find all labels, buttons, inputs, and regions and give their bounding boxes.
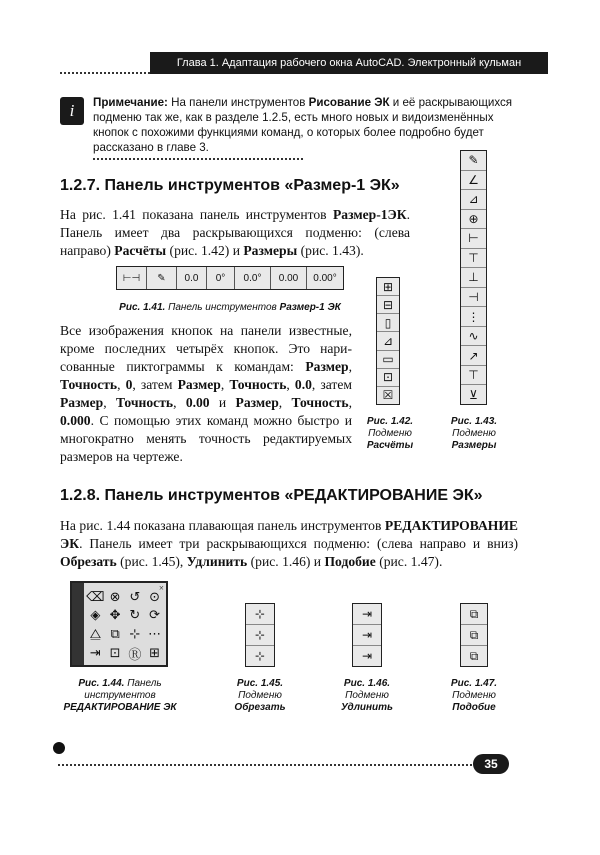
p2-t4: , затем [132, 377, 178, 392]
dim-13-icon[interactable]: ⊻ [469, 387, 478, 402]
extend-1-icon[interactable]: ⇥ [353, 604, 381, 625]
fig145-line2: Подменю [238, 690, 282, 701]
p2-b9: 0.00 [185, 395, 210, 410]
fig143-line2: Подменю [452, 428, 496, 439]
similar-icon[interactable]: ⊞ [149, 646, 161, 661]
fig145-bold: Обрезать [234, 702, 286, 713]
extend-2-icon[interactable]: ⇥ [353, 625, 381, 646]
s128-b1: РЕДАКТИРОВАНИЕ ЭК [60, 518, 518, 551]
p1-b1: Размер-1ЭК [332, 207, 407, 222]
p2-t1: Все изображения кнопок на панели известные, кроме последних четырёх кнопок. Это нарисованные пиктограммы к командам: [60, 323, 352, 374]
dim-3-icon[interactable]: ⊿ [461, 190, 486, 210]
dim-12-icon[interactable]: ⊤ [461, 366, 486, 386]
fig147-caption [438, 678, 510, 714]
p1-t3: (рис. 1.42) и [166, 243, 244, 258]
fig142-toolbar [376, 277, 400, 405]
precision-0-00-icon[interactable]: 0.00 [271, 267, 307, 289]
fig144-prefix: Рис. 1.44. [78, 678, 125, 689]
fig141-caption-prefix: Рис. 1.41. [119, 302, 166, 313]
s128-b3: Удлинить [186, 554, 248, 569]
header-dotted-rule [60, 72, 150, 74]
precision-display-icon[interactable]: 0.0 [177, 267, 207, 289]
fig146-prefix: Рис. 1.46. [343, 678, 391, 689]
fig145-toolbar [245, 603, 275, 667]
fig145-caption [225, 678, 295, 714]
extend-icon[interactable]: ⇥ [89, 646, 101, 661]
p2-b8: Точность [115, 395, 174, 410]
fig142-bold: Расчёты [366, 440, 414, 451]
fig143-prefix: Рис. 1.43. [450, 416, 498, 427]
dim-4-icon[interactable]: ⊕ [461, 210, 486, 230]
fig143-bold: Размеры [451, 440, 497, 451]
p2-t8: , [103, 395, 116, 410]
calc-2-icon[interactable]: ⊟ [377, 296, 399, 314]
note-dotted-rule [93, 158, 303, 160]
edit-pencil-icon[interactable]: ✎ [147, 267, 177, 289]
fig147-toolbar [460, 603, 488, 667]
fig147-line2: Подменю [452, 690, 496, 701]
similar-1-icon[interactable]: ⧉ [461, 604, 487, 625]
p2-b1: Размер [305, 359, 349, 374]
fig144-button-grid [86, 589, 164, 663]
fig144-line2: инструментов [84, 690, 156, 701]
p2-b5: Точность [229, 377, 287, 392]
mirror-icon[interactable]: ◈ [90, 608, 101, 624]
fig143-toolbar [460, 150, 487, 405]
p2-t10: и [209, 395, 236, 410]
p2-b6: 0.0 [294, 377, 312, 392]
fig142-prefix: Рис. 1.42. [366, 416, 414, 427]
s128-t4: (рис. 1.46) и [247, 554, 325, 569]
trim-3-icon[interactable]: ⊹ [254, 649, 266, 663]
p2-t5: , [220, 377, 230, 392]
p1-b3: Размеры [243, 243, 298, 258]
panel-title-bar[interactable] [72, 583, 84, 665]
fig142-line2: Подменю [368, 428, 412, 439]
fig141-caption-text: Панель инструментов [165, 302, 280, 313]
section-128-heading: 1.2.8. Панель инструментов «РЕДАКТИРОВАНИЕ ЭК» [60, 487, 483, 504]
p2-b2: Точность [60, 377, 118, 392]
p2-t9: , [173, 395, 186, 410]
similar-3-icon[interactable]: ⧉ [469, 648, 479, 663]
footer-dotted-rule [58, 764, 472, 766]
move-icon[interactable]: ✥ [109, 608, 121, 624]
footer-bullet [53, 742, 65, 754]
fig147-prefix: Рис. 1.47. [450, 678, 498, 689]
close-icon[interactable]: × [158, 583, 164, 593]
fig141-toolbar [116, 266, 344, 290]
fig144-text: Панель [124, 678, 162, 689]
p1-t1: На рис. 1.41 показана панель инструментов [60, 207, 333, 222]
calc-5-icon[interactable]: ▭ [377, 351, 399, 369]
s128-b2: Обрезать [60, 554, 117, 569]
rotate-icon[interactable]: ↺ [129, 590, 141, 606]
dim-5-icon[interactable]: ⊢ [461, 229, 486, 249]
p2-b12: 0.000 [60, 413, 91, 428]
fig144-panel [70, 581, 168, 667]
section-127-paragraph-1 [60, 206, 410, 260]
p2-t6: , [286, 377, 295, 392]
r-icon[interactable]: Ⓡ [128, 648, 142, 663]
note-bold1: Рисование ЭК [308, 96, 390, 109]
trim-2-icon[interactable]: ⊹ [246, 625, 274, 646]
dim-10-icon[interactable]: ∿ [461, 327, 486, 347]
fig144-bold: РЕДАКТИРОВАНИЕ ЭК [63, 702, 177, 713]
erase-icon[interactable]: ⌫ [86, 590, 105, 606]
precision-0-icon[interactable]: 0° [207, 267, 235, 289]
fig146-toolbar [352, 603, 382, 667]
offset-icon[interactable]: ⧉ [110, 626, 120, 642]
precision-0-000-icon[interactable]: 0.00° [313, 272, 337, 284]
p2-b3: 0 [125, 377, 133, 392]
calc-4-icon[interactable]: ⊿ [377, 332, 399, 350]
section-127-paragraph-2 [60, 322, 352, 466]
p2-b10: Размер [235, 395, 279, 410]
s128-t5: (рис. 1.47). [375, 554, 443, 569]
fig146-bold: Удлинить [340, 702, 393, 713]
refresh-icon[interactable]: ⟳ [149, 608, 161, 624]
calc-1-icon[interactable]: ⊞ [377, 278, 399, 296]
chapter-header: Глава 1. Адаптация рабочего окна AutoCAD. Электронный кульман [150, 52, 548, 74]
p2-t12: , [348, 395, 353, 410]
fig141-caption [80, 302, 380, 314]
break-icon[interactable]: ⋯ [148, 626, 162, 642]
p2-t2: , [348, 359, 352, 374]
p2-t7: , затем [311, 377, 353, 392]
extend-3-icon[interactable]: ⇥ [361, 649, 373, 663]
dimension-icon[interactable]: ⊢⊣ [117, 267, 147, 289]
note-label: Примечание: [93, 96, 168, 109]
fig147-bold: Подобие [452, 702, 496, 713]
section-128-paragraph-1 [60, 517, 518, 571]
dim-1-icon[interactable]: ✎ [461, 151, 486, 171]
dim-7-icon[interactable]: ⊥ [461, 268, 486, 288]
redo-icon[interactable]: ↻ [129, 608, 141, 624]
zoom-icon[interactable]: ⊙ [149, 590, 161, 606]
p1-t2: . Панель имеет два раскрывающихся подменю: (слева направо) [60, 207, 410, 258]
precision-0-0-icon[interactable]: 0.0° [235, 267, 271, 289]
note-part2: и её раскрывающихся подменю так же, как в разделе 1.2.5, есть много новых и видоизменённых кнопок с похожими функциями команд, о которых более подробно будет рассказано в главе 3. [93, 96, 513, 154]
p1-t4: (рис. 1.43). [297, 243, 364, 258]
s128-t2: . Панель имеет три раскрывающихся подменю: (слева направо и вниз) [79, 536, 518, 551]
similar-2-icon[interactable]: ⧉ [461, 625, 487, 646]
dim-8-icon[interactable]: ⊣ [461, 288, 486, 308]
p2-t11: , [278, 395, 292, 410]
dim-11-icon[interactable]: ↗ [461, 346, 486, 366]
calc-7-icon[interactable]: ☒ [382, 388, 394, 403]
p2-t3: , [117, 377, 126, 392]
fig141-caption-bold: Размер-1 ЭК [279, 302, 341, 313]
p2-b11: Точность [291, 395, 349, 410]
s128-t3: (рис. 1.45), [116, 554, 187, 569]
note-part1: На панели инструментов [167, 96, 309, 109]
p1-b2: Расчёты [114, 243, 167, 258]
scale-icon[interactable]: ⊡ [109, 646, 121, 661]
section-127-heading: 1.2.7. Панель инструментов «Размер-1 ЭК» [60, 177, 400, 194]
array-icon[interactable]: ⧋ [89, 626, 102, 642]
dim-6-icon[interactable]: ⊤ [461, 249, 486, 269]
dim-2-icon[interactable]: ∠ [461, 171, 486, 191]
fig144-caption [50, 678, 190, 714]
note-text [93, 95, 523, 155]
dim-9-icon[interactable]: ⋮ [461, 307, 486, 327]
copy-icon[interactable]: ⊗ [109, 590, 121, 606]
note-icon: i [60, 97, 84, 125]
calc-6-icon[interactable]: ⊡ [377, 369, 399, 387]
fig143-caption [437, 416, 511, 452]
s128-b4: Подобие [324, 554, 376, 569]
fig146-caption [332, 678, 402, 714]
fig142-caption [355, 416, 425, 452]
s128-t1: На рис. 1.44 показана плавающая панель инструментов [60, 518, 385, 533]
p2-t13: . С помощью этих команд можно быстро и многократно менять точность редактируемых размеров на чертеже. [60, 413, 352, 464]
trim-icon[interactable]: ⊹ [129, 626, 141, 642]
fig146-line2: Подменю [345, 690, 389, 701]
calc-3-icon[interactable]: ▯ [377, 314, 399, 332]
p2-b7: Размер [60, 395, 104, 410]
fig145-prefix: Рис. 1.45. [236, 678, 284, 689]
page-number: 35 [473, 754, 509, 774]
trim-1-icon[interactable]: ⊹ [246, 604, 274, 625]
p2-b4: Размер [177, 377, 221, 392]
